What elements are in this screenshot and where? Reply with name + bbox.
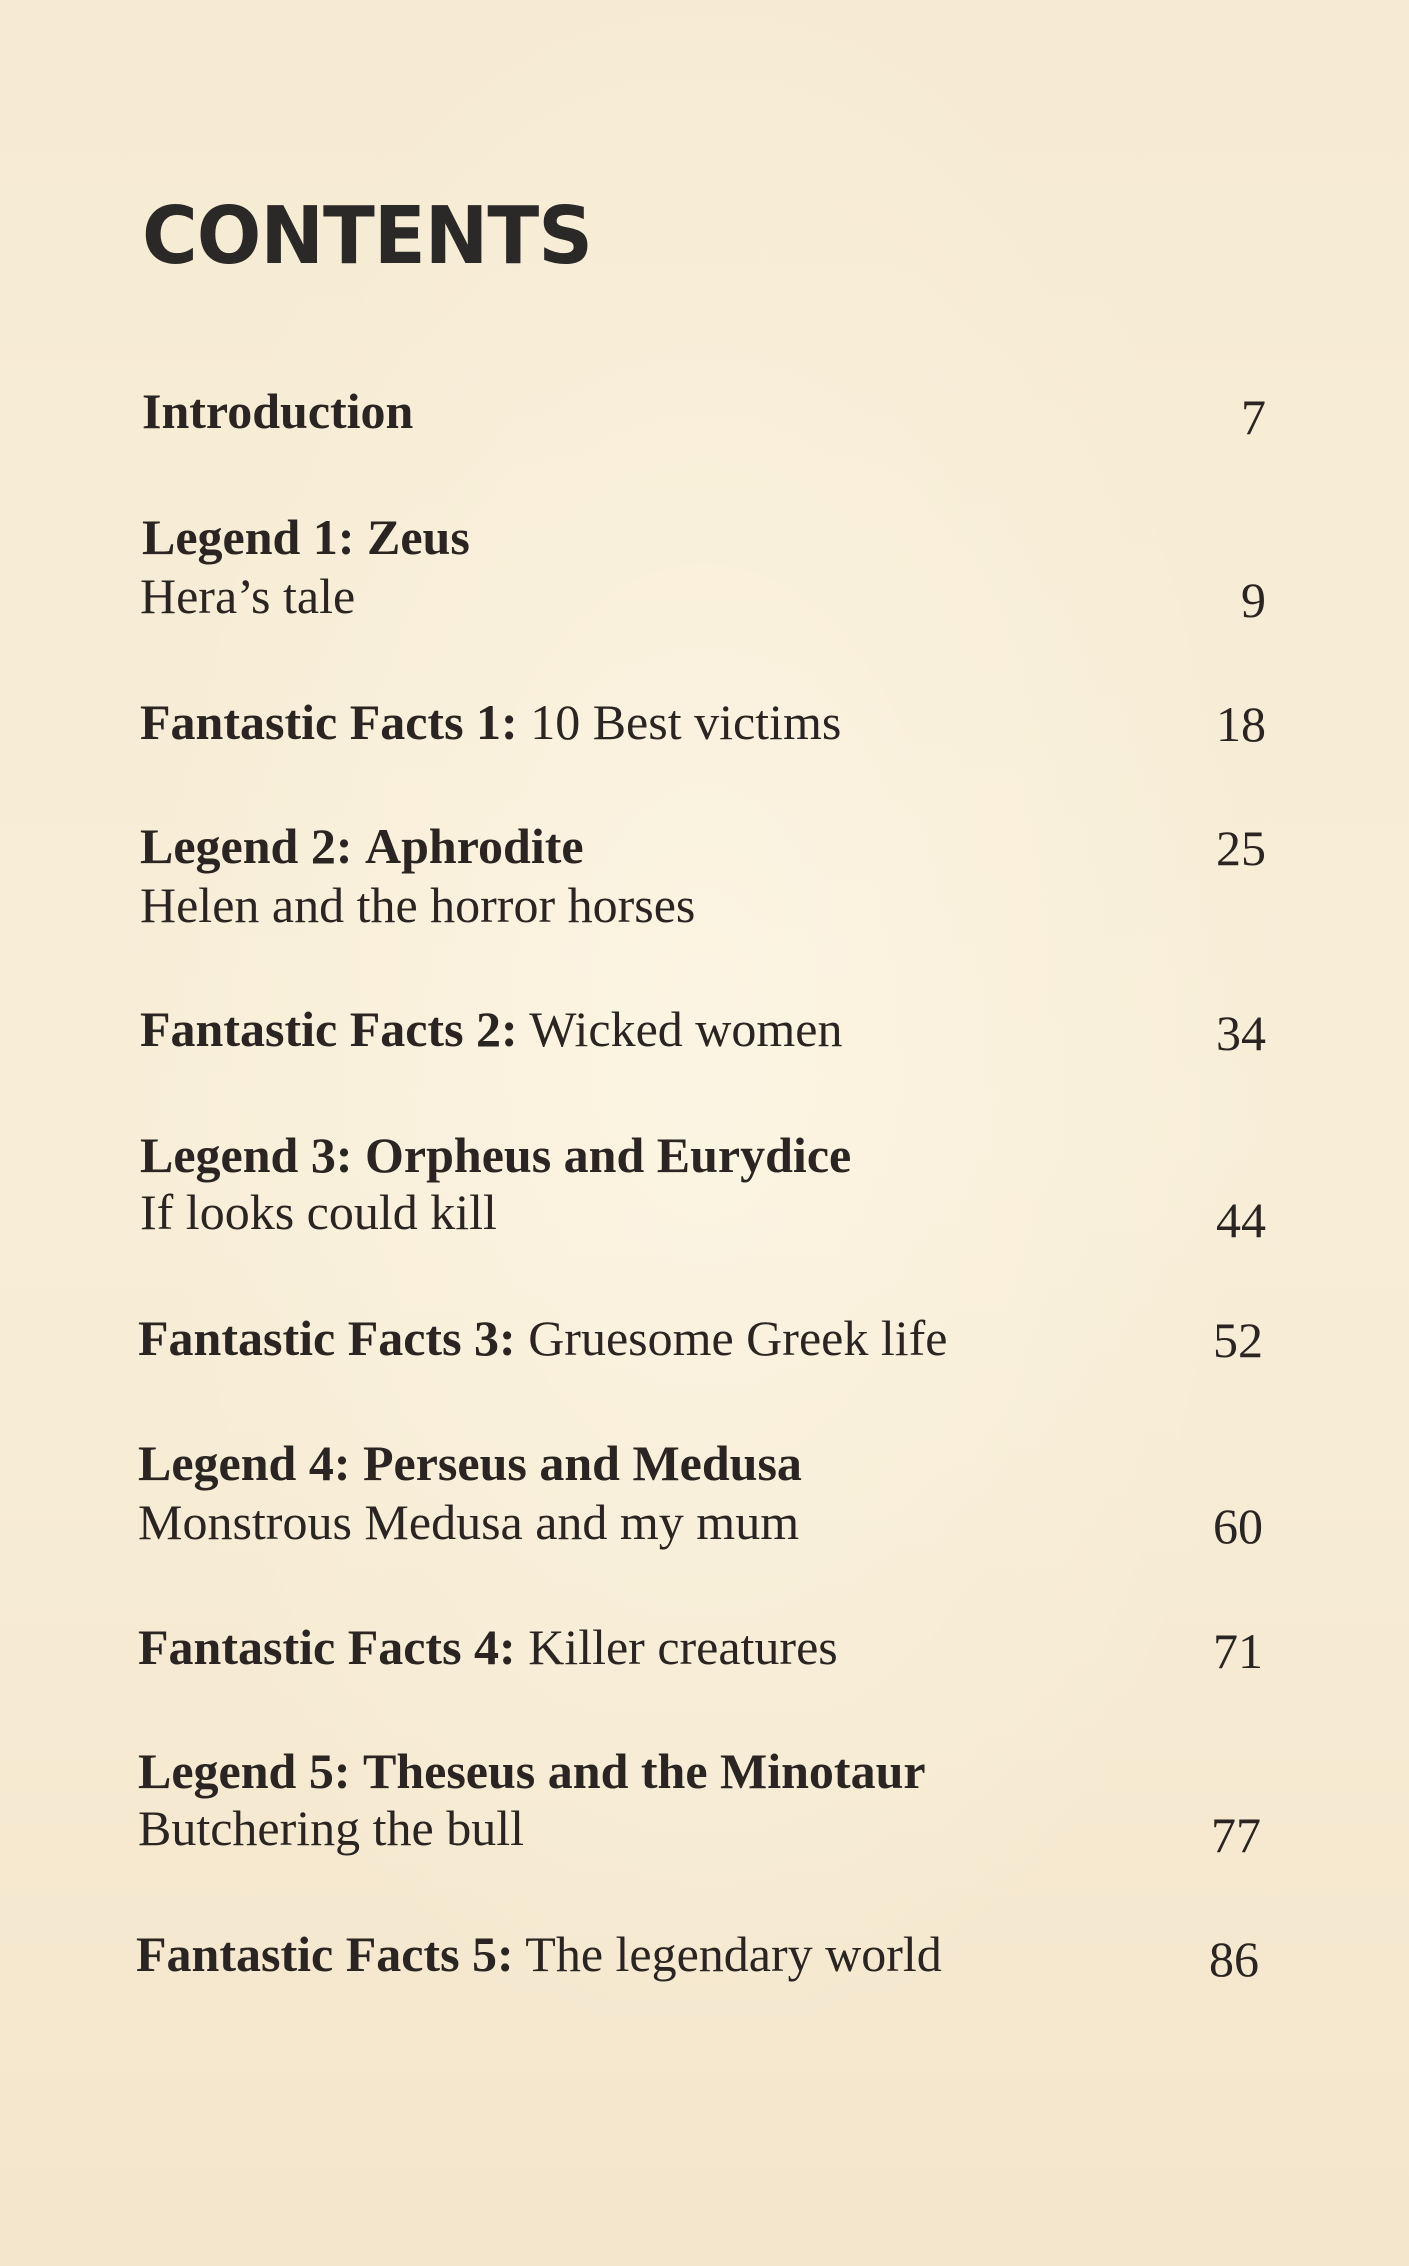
toc-entry-title: Aphrodite [365,818,584,874]
toc-entry-title: The legendary world [525,1926,942,1982]
toc-page-number: 52 [1213,1312,1263,1368]
toc-entry-legend-5 [138,1743,926,1799]
toc-entry-fantastic-facts-3 [138,1310,948,1366]
toc-entry-title: Gruesome Greek life [528,1310,948,1366]
toc-entry-label: Legend 3: [140,1127,353,1183]
toc-entry-label: Fantastic Facts 3: [138,1310,516,1366]
toc-entry-label: Legend 4: [138,1435,351,1491]
toc-page-number: 7 [1241,389,1266,445]
toc-page-number: 34 [1216,1005,1266,1061]
toc-entry-title: Killer creatures [528,1619,838,1675]
toc-page-number: 86 [1209,1931,1259,1987]
toc-entry-label: Introduction [142,383,414,439]
toc-entry-label: Fantastic Facts 1: [140,694,518,750]
toc-entry-label: Legend 2: [140,818,353,874]
toc-entry-legend-1 [142,509,470,565]
toc-entry-title: Perseus and Medusa [363,1435,802,1491]
toc-page-number: 9 [1241,572,1266,628]
toc-entry-title: Theseus and the Minotaur [363,1743,926,1799]
toc-entry-label: Fantastic Facts 5: [136,1926,514,1982]
toc-page-number: 60 [1213,1498,1263,1554]
toc-entry-legend-3 [140,1127,852,1183]
toc-entry-fantastic-facts-5 [136,1926,942,1982]
toc-entry-title: Wicked women [529,1001,843,1057]
toc-entry-fantastic-facts-1 [140,694,842,750]
toc-entry-title: Zeus [367,509,470,565]
page-title: CONTENTS [142,188,592,283]
toc-entry-label: Legend 5: [138,1743,351,1799]
toc-page-number: 25 [1216,820,1266,876]
toc-entry-legend-2 [140,818,584,874]
toc-entry-subtitle: Butchering the bull [138,1800,525,1856]
toc-entry-fantastic-facts-2 [140,1001,843,1057]
toc-page-number: 77 [1211,1807,1261,1863]
toc-page-number: 18 [1216,696,1266,752]
toc-entry-subtitle: Helen and the horror horses [140,877,696,933]
toc-entry-title: Orpheus and Eurydice [365,1127,852,1183]
toc-entry-subtitle: Hera’s tale [140,568,356,624]
toc-entry-label: Fantastic Facts 4: [138,1619,516,1675]
toc-entry-title: 10 Best victims [530,694,842,750]
toc-page-number: 44 [1216,1192,1266,1248]
toc-entry-label: Legend 1: [142,509,355,565]
toc-entry-subtitle: If looks could kill [140,1184,497,1240]
toc-entry-legend-4 [138,1435,802,1491]
toc-entry-label: Fantastic Facts 2: [140,1001,518,1057]
toc-entry-introduction [142,383,414,439]
toc-page-number: 71 [1213,1623,1263,1679]
toc-entry-fantastic-facts-4 [138,1619,838,1675]
toc-entry-subtitle: Monstrous Medusa and my mum [138,1494,800,1550]
